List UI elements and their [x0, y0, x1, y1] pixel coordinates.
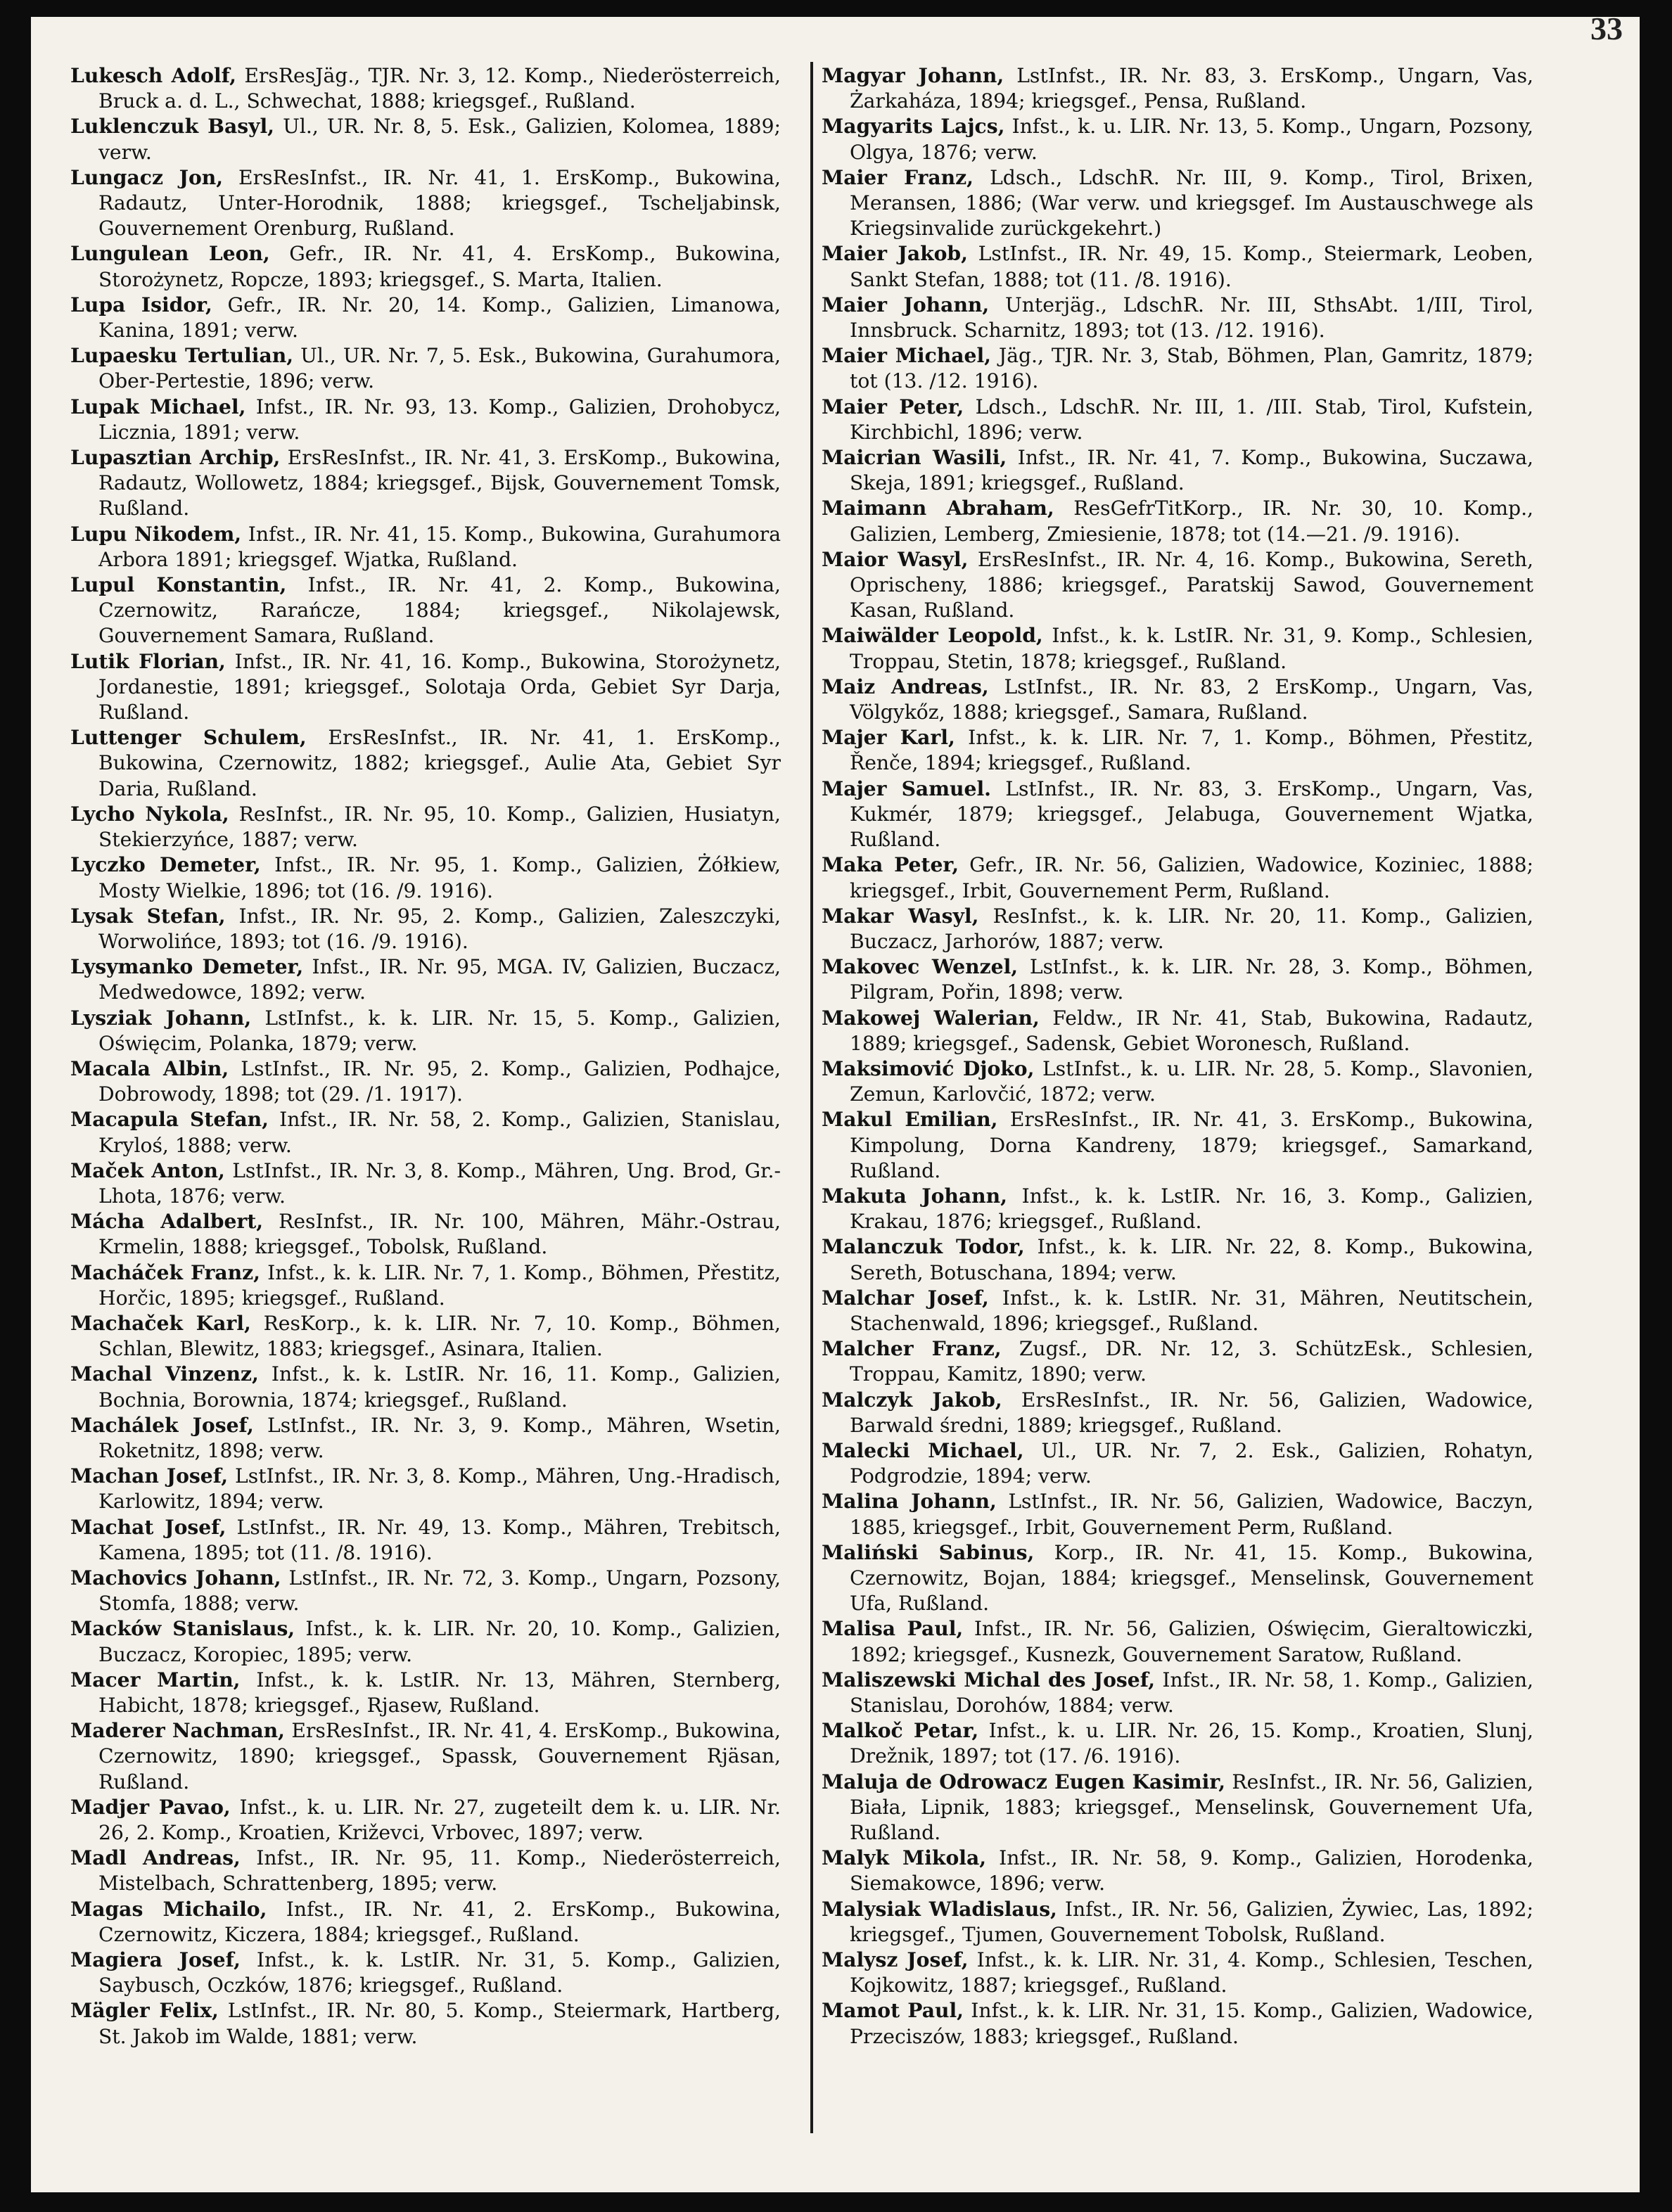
entry-name: Majer Samuel. — [822, 776, 991, 800]
entry-name: Maier Jakob, — [822, 242, 968, 266]
entry-name: Makowej Walerian, — [822, 1006, 1040, 1030]
entry-details: Infst., k. k. LIR. Nr. 7, 1. Komp., Böhmen, Přestitz, Řenče, 1894; kriegsgef., Rußland. — [850, 726, 1534, 775]
register-entry — [822, 1388, 1533, 1438]
register-entry — [70, 1948, 781, 1998]
entry-details: Infst., k. u. LIR. Nr. 27, zugeteilt dem k. u. LIR. Nr. 26, 2. Komp., Kroatien, Križevci, Vrbovec, 1897; verw. — [98, 1795, 781, 1845]
register-entry — [70, 63, 781, 114]
entry-details: Infst., IR. Nr. 58, 9. Komp., Galizien, Horodenka, Siemakowce, 1896; verw. — [850, 1846, 1533, 1895]
register-entry — [822, 1234, 1533, 1285]
entry-details: Unterjäg., LdschR. Nr. III, SthsAbt. 1/III, Tirol, Innsbruck. Scharnitz, 1893; tot (13. /12. 1916). — [850, 293, 1534, 343]
entry-name: Maior Wasyl, — [822, 547, 969, 571]
register-entry — [70, 1998, 781, 2049]
register-entry — [70, 1006, 781, 1056]
entry-name: Macala Albin, — [70, 1056, 229, 1080]
register-entry — [822, 1998, 1533, 2049]
entry-details: ErsResJäg., TJR. Nr. 3, 12. Komp., Niederösterreich, Bruck a. d. L., Schwechat, 1888; kriegsgef., Rußland. — [98, 64, 781, 113]
entry-details: LstInfst., IR. Nr. 83, 3. ErsKomp., Ungarn, Vas, Kukmér, 1879; kriegsgef., Jelabuga, Gouvernement Wjatka, Rußland. — [850, 776, 1533, 852]
entry-name: Maier Michael, — [822, 344, 991, 368]
entry-details: LstInfst., IR. Nr. 49, 13. Komp., Mähren, Trebitsch, Kamena, 1895; tot (11. /8. 1916). — [98, 1515, 781, 1564]
entry-details: Infst., k. k. LIR. Nr. 7, 1. Komp., Böhmen, Přestitz, Horčic, 1895; kriegsgef., Rußland. — [98, 1260, 781, 1310]
entry-details: Infst., IR. Nr. 93, 13. Komp., Galizien, Drohobycz, Licznia, 1891; verw. — [98, 395, 781, 444]
entry-name: Lysak Stefan, — [70, 904, 226, 928]
scan-border-bottom — [0, 2192, 1672, 2212]
entry-name: Lyczko Demeter, — [70, 853, 261, 877]
register-entry — [70, 1464, 781, 1514]
entry-details: Infst., IR. Nr. 95, 1. Komp., Galizien, Żółkiew, Mosty Wielkie, 1896; tot (16. /9. 1916). — [98, 853, 781, 902]
entry-details: Infst., IR. Nr. 56, Galizien, Żywiec, Las, 1892; kriegsgef., Tjumen, Gouvernement Tobolsk, Rußland. — [850, 1897, 1533, 1946]
register-entry — [822, 675, 1533, 725]
register-entry — [70, 1311, 781, 1362]
entry-details: Infst., k. k. LstIR. Nr. 13, Mähren, Sternberg, Habicht, 1878; kriegsgef., Rjasew, Rußland. — [98, 1668, 781, 1717]
entry-details: Infst., k. u. LIR. Nr. 26, 15. Komp., Kroatien, Slunj, Drežnik, 1897; tot (17. /6. 1916). — [850, 1719, 1533, 1768]
register-entry — [822, 1718, 1533, 1769]
entry-details: Infst., IR. Nr. 95, MGA. IV, Galizien, Buczacz, Medwedowce, 1892; verw. — [98, 955, 781, 1004]
register-entry — [70, 1362, 781, 1412]
entry-details: Infst., IR. Nr. 56, Galizien, Oświęcim, Gieraltowiczki, 1892; kriegsgef., Kusnezk, Gouvernement Saratow, Rußland. — [850, 1617, 1533, 1666]
entry-name: Lupak Michael, — [70, 395, 246, 418]
entry-details: ErsResInfst., IR. Nr. 41, 1. ErsKomp., Bukowina, Czernowitz, 1882; kriegsgef., Aulie Ata, Gebiet Syr Daria, Rußland. — [98, 726, 781, 800]
entry-name: Lysziak Johann, — [70, 1006, 252, 1030]
entry-name: Malcher Franz, — [822, 1337, 1002, 1361]
entry-details: ResInfst., IR. Nr. 95, 10. Komp., Galizien, Husiatyn, Stekierzyńce, 1887; verw. — [98, 802, 781, 852]
register-entry — [822, 445, 1533, 496]
register-entry — [822, 852, 1533, 903]
entry-details: LstInfst., IR. Nr. 80, 5. Komp., Steiermark, Hartberg, St. Jakob im Walde, 1881; verw. — [98, 1999, 781, 2048]
entry-details: LstInfst., k. k. LIR. Nr. 15, 5. Komp., Galizien, Oświęcim, Polanka, 1879; verw. — [98, 1006, 781, 1055]
register-entry — [70, 1413, 781, 1464]
entry-details: LstInfst., k. u. LIR. Nr. 28, 5. Komp., Slavonien, Zemun, Karlovčić, 1872; verw. — [850, 1056, 1533, 1106]
register-entry — [822, 1668, 1533, 1718]
entry-name: Luklenczuk Basyl, — [70, 115, 274, 139]
register-entry — [822, 395, 1533, 445]
entry-details: Ul., UR. Nr. 7, 2. Esk., Galizien, Rohatyn, Podgrodzie, 1894; verw. — [850, 1438, 1533, 1488]
entry-name: Luttenger Schulem, — [70, 726, 307, 750]
entry-name: Mácha Adalbert, — [70, 1210, 264, 1234]
register-entry — [822, 1286, 1533, 1336]
entry-name: Malysiak Wladislaus, — [822, 1897, 1057, 1921]
entry-name: Majer Karl, — [822, 726, 955, 750]
entry-name: Maluja de Odrowacz Eugen Kasimir, — [822, 1770, 1226, 1794]
entry-details: Zugsf., DR. Nr. 12, 3. SchützEsk., Schlesien, Troppau, Kamitz, 1890; verw. — [850, 1337, 1533, 1386]
entry-details: Infst., k. k. LIR. Nr. 31, 15. Komp., Galizien, Wadowice, Przeciszów, 1883; kriegsgef., Rußland. — [850, 1999, 1533, 2048]
entry-details: Infst., k. k. LIR. Nr. 20, 10. Komp., Galizien, Buczacz, Koropiec, 1895; verw. — [98, 1617, 781, 1666]
entry-name: Macer Martin, — [70, 1668, 241, 1692]
entry-details: ErsResInfst., IR. Nr. 56, Galizien, Wadowice, Barwald średni, 1889; kriegsgef., Rußland. — [850, 1388, 1533, 1437]
entry-name: Lysymanko Demeter, — [70, 955, 304, 979]
register-entry — [822, 343, 1533, 394]
entry-name: Malecki Michael, — [822, 1438, 1024, 1462]
entry-details: ResGefrTitKorp., IR. Nr. 30, 10. Komp., Galizien, Lemberg, Zmiesienie, 1878; tot (14.—21. /9. 1916). — [850, 497, 1533, 546]
entry-name: Lycho Nykola, — [70, 802, 229, 826]
entry-name: Maček Anton, — [70, 1158, 225, 1182]
register-entry — [70, 1056, 781, 1107]
register-entry — [822, 1184, 1533, 1234]
scan-border-top — [0, 0, 1672, 17]
entry-name: Lukesch Adolf, — [70, 64, 236, 87]
register-entry — [70, 1616, 781, 1667]
entry-details: Infst., IR. Nr. 58, 1. Komp., Galizien, Stanislau, Dorohów, 1884; verw. — [850, 1668, 1533, 1717]
register-entry — [822, 1770, 1533, 1846]
entry-details: Infst., k. k. LIR. Nr. 31, 4. Komp., Schlesien, Teschen, Kojkowitz, 1887; kriegsgef., Rußland. — [850, 1948, 1533, 1997]
entry-details: Infst., IR. Nr. 95, 2. Komp., Galizien, Zaleszczyki, Worwolińce, 1893; tot (16. /9. 1916). — [98, 904, 781, 953]
entry-name: Malina Johann, — [822, 1490, 997, 1514]
register-entry — [822, 1056, 1533, 1107]
entry-details: Korp., IR. Nr. 41, 15. Komp., Bukowina, Czernowitz, Bojan, 1884; kriegsgef., Menselinsk, Gouvernement Ufa, Rußland. — [850, 1540, 1533, 1616]
register-entry — [822, 1540, 1533, 1617]
entry-name: Magyar Johann, — [822, 64, 1004, 87]
register-entry — [70, 114, 781, 165]
entry-name: Maiz Andreas, — [822, 675, 989, 698]
register-entry — [822, 954, 1533, 1005]
register-entry — [70, 954, 781, 1005]
entry-name: Malczyk Jakob, — [822, 1388, 1002, 1412]
register-entry — [70, 649, 781, 726]
entry-name: Magiera Josef, — [70, 1948, 241, 1972]
register-entry — [822, 1846, 1533, 1896]
entry-name: Machovics Johann, — [70, 1566, 281, 1590]
entry-details: LstInfst., k. k. LIR. Nr. 28, 3. Komp., Böhmen, Pilgram, Pořin, 1898; verw. — [850, 955, 1533, 1004]
entry-name: Malkoč Petar, — [822, 1719, 979, 1743]
entry-details: LstInfst., IR. Nr. 3, 8. Komp., Mähren, Ung.-Hradisch, Karlowitz, 1894; verw. — [98, 1464, 781, 1514]
entry-name: Malisa Paul, — [822, 1617, 964, 1641]
page-number: 33 — [1590, 11, 1623, 46]
entry-details: Ul., UR. Nr. 8, 5. Esk., Galizien, Kolomea, 1889; verw. — [98, 115, 781, 164]
register-entry — [70, 522, 781, 573]
register-entry — [70, 852, 781, 903]
register-entry — [70, 1897, 781, 1948]
entry-details: LstInfst., IR. Nr. 72, 3. Komp., Ungarn, Pozsony, Stomfa, 1888; verw. — [98, 1566, 781, 1616]
register-entry — [70, 904, 781, 954]
entry-details: Infst., IR. Nr. 58, 2. Komp., Galizien, Stanislau, Kryloś, 1888; verw. — [98, 1108, 781, 1157]
entry-details: Infst., IR. Nr. 41, 16. Komp., Bukowina, Storożynetz, Jordanestie, 1891; kriegsgef., Solotaja Orda, Gebiet Syr Darja, Rußland. — [98, 649, 781, 724]
entry-details: Gefr., IR. Nr. 20, 14. Komp., Galizien, Limanowa, Kanina, 1891; verw. — [98, 293, 781, 343]
register-entry — [822, 1897, 1533, 1948]
register-entry — [70, 802, 781, 852]
entry-details: Infst., k. u. LIR. Nr. 13, 5. Komp., Ungarn, Pozsony, Olgya, 1876; verw. — [850, 115, 1533, 164]
register-entry — [822, 241, 1533, 292]
register-entry — [70, 293, 781, 343]
entry-details: Infst., IR. Nr. 41, 15. Komp., Bukowina, Gurahumora Arbora 1891; kriegsgef. Wjatka, Rußland. — [98, 522, 781, 571]
register-entry — [822, 1948, 1533, 1998]
register-entry — [70, 1515, 781, 1566]
entry-details: Infst., IR. Nr. 41, 7. Komp., Bukowina, Suczawa, Skeja, 1891; kriegsgef., Rußland. — [850, 446, 1534, 495]
entry-details: LstInfst., IR. Nr. 56, Galizien, Wadowice, Baczyn, 1885, kriegsgef., Irbit, Gouvernement Perm, Rußland. — [850, 1490, 1533, 1539]
register-entry — [70, 1158, 781, 1209]
entry-name: Machal Vinzenz, — [70, 1362, 259, 1386]
entry-name: Lungulean Leon, — [70, 242, 270, 266]
register-entry — [822, 63, 1533, 114]
entry-name: Lupu Nikodem, — [70, 522, 242, 546]
entry-details: LstInfst., IR. Nr. 3, 8. Komp., Mähren, Ung. Brod, Gr.-Lhota, 1876; verw. — [98, 1158, 781, 1208]
entry-name: Lupasztian Archip, — [70, 446, 281, 470]
register-entry — [822, 1438, 1533, 1489]
register-entry — [822, 165, 1533, 242]
right-column — [822, 63, 1533, 2050]
entry-details: Infst., IR. Nr. 41, 2. Komp., Bukowina, Czernowitz, Rarańcze, 1884; kriegsgef., Nikolajewsk, Gouvernement Samara, Rußland. — [98, 573, 781, 648]
entry-name: Macapula Stefan, — [70, 1108, 269, 1132]
entry-details: Jäg., TJR. Nr. 3, Stab, Böhmen, Plan, Gamritz, 1879; tot (13. /12. 1916). — [850, 344, 1533, 393]
register-entry — [70, 725, 781, 802]
entry-details: LstInfst., IR. Nr. 3, 9. Komp., Mähren, Wsetin, Roketnitz, 1898; verw. — [98, 1413, 781, 1462]
register-entry — [822, 293, 1533, 343]
entry-name: Maderer Nachman, — [70, 1719, 285, 1743]
entry-details: ErsResInfst., IR. Nr. 41, 4. ErsKomp., Bukowina, Czernowitz, 1890; kriegsgef., Spassk, Gouvernement Rjäsan, Rußland. — [98, 1719, 781, 1794]
register-entry — [822, 725, 1533, 776]
entry-details: LstInfst., IR. Nr. 83, 2 ErsKomp., Ungarn, Vas, Völgykőz, 1888; kriegsgef., Samara, Rußland. — [850, 675, 1533, 724]
register-entry — [822, 1336, 1533, 1387]
entry-details: ErsResInfst., IR. Nr. 41, 1. ErsKomp., Bukowina, Radautz, Unter-Horodnik, 1888; kriegsgef., Tscheljabinsk, Gouvernement Orenburg, Rußland. — [98, 165, 781, 241]
entry-name: Lupul Konstantin, — [70, 573, 287, 597]
register-entry — [70, 1795, 781, 1846]
entry-details: ResKorp., k. k. LIR. Nr. 7, 10. Komp., Böhmen, Schlan, Blewitz, 1883; kriegsgef., Asinara, Italien. — [98, 1311, 781, 1361]
entry-details: Ul., UR. Nr. 7, 5. Esk., Bukowina, Gurahumora, Ober-Pertestie, 1896; verw. — [98, 344, 781, 393]
entry-name: Mägler Felix, — [70, 1999, 219, 2023]
entry-name: Machan Josef, — [70, 1464, 229, 1488]
entry-name: Macháček Franz, — [70, 1260, 260, 1284]
entry-name: Machaček Karl, — [70, 1311, 251, 1335]
entry-name: Mamot Paul, — [822, 1999, 964, 2023]
entry-details: Gefr., IR. Nr. 41, 4. ErsKomp., Bukowina, Storożynetz, Ropcze, 1893; kriegsgef., S. Marta, Italien. — [98, 242, 781, 291]
entry-details: Infst., IR. Nr. 41, 2. ErsKomp., Bukowina, Czernowitz, Kiczera, 1884; kriegsgef., Rußland. — [98, 1897, 781, 1946]
entry-name: Maier Franz, — [822, 165, 974, 189]
register-entry — [70, 1668, 781, 1718]
register-entry — [822, 1616, 1533, 1667]
entry-name: Maier Johann, — [822, 293, 990, 317]
entry-name: Madl Andreas, — [70, 1846, 241, 1870]
register-entry — [70, 1566, 781, 1616]
entry-name: Makul Emilian, — [822, 1108, 998, 1132]
entry-name: Lupa Isidor, — [70, 293, 212, 317]
register-entry — [70, 395, 781, 445]
entry-name: Malanczuk Todor, — [822, 1235, 1025, 1259]
entry-details: Infst., k. k. LIR. Nr. 22, 8. Komp., Bukowina, Sereth, Botuschana, 1894; verw. — [850, 1235, 1533, 1284]
register-entry — [822, 1006, 1533, 1056]
entry-details: ErsResInfst., IR. Nr. 41, 3. ErsKomp., Bukowina, Kimpolung, Dorna Kandreny, 1879; kriegsgef., Samarkand, Rußland. — [850, 1108, 1533, 1182]
entry-name: Makar Wasyl, — [822, 904, 979, 928]
entry-name: Lupaesku Tertulian, — [70, 344, 294, 368]
entry-details: ResInfst., k. k. LIR. Nr. 20, 11. Komp., Galizien, Buczacz, Jarhorów, 1887; verw. — [850, 904, 1534, 953]
register-entry — [822, 1107, 1533, 1184]
entry-name: Machat Josef, — [70, 1515, 226, 1539]
register-entry — [822, 114, 1533, 165]
entry-name: Makuta Johann, — [822, 1184, 1007, 1208]
entry-name: Magyarits Lajcs, — [822, 115, 1005, 139]
entry-details: Infst., k. k. LstIR. Nr. 31, 5. Komp., Galizien, Saybusch, Oczków, 1876; kriegsgef., Rußland. — [98, 1948, 781, 1997]
entry-name: Maksimović Djoko, — [822, 1056, 1035, 1080]
register-entry — [822, 547, 1533, 624]
entry-details: Infst., k. k. LstIR. Nr. 16, 3. Komp., Galizien, Krakau, 1876; kriegsgef., Rußland. — [850, 1184, 1533, 1234]
entry-name: Madjer Pavao, — [70, 1795, 231, 1819]
entry-name: Machálek Josef, — [70, 1413, 254, 1437]
entry-details: ErsResInfst., IR. Nr. 41, 3. ErsKomp., Bukowina, Radautz, Wollowetz, 1884; kriegsgef., Bijsk, Gouvernement Tomsk, Rußland. — [98, 446, 781, 520]
register-entry — [822, 623, 1533, 674]
entry-name: Magas Michailo, — [70, 1897, 267, 1921]
entry-details: Gefr., IR. Nr. 56, Galizien, Wadowice, Koziniec, 1888; kriegsgef., Irbit, Gouvernement Perm, Rußland. — [850, 853, 1533, 902]
entry-name: Macków Stanislaus, — [70, 1617, 295, 1641]
column-divider — [810, 62, 813, 2133]
entry-name: Maliński Sabinus, — [822, 1540, 1035, 1564]
register-entry — [70, 445, 781, 522]
register-entry — [70, 1260, 781, 1311]
entry-name: Lungacz Jon, — [70, 165, 224, 189]
register-entry — [70, 241, 781, 292]
register-entry — [70, 1718, 781, 1795]
entry-details: Infst., IR. Nr. 95, 11. Komp., Niederösterreich, Mistelbach, Schrattenberg, 1895; verw. — [98, 1846, 781, 1895]
scan-border-right — [1640, 0, 1672, 2212]
entry-details: ErsResInfst., IR. Nr. 4, 16. Komp., Bukowina, Sereth, Oprischeny, 1886; kriegsgef., Paratskij Sawod, Gouvernement Kasan, Rußland. — [850, 547, 1533, 622]
entry-details: LstInfst., IR. Nr. 49, 15. Komp., Steiermark, Leoben, Sankt Stefan, 1888; tot (11. /8. 1916). — [850, 242, 1533, 291]
entry-details: Infst., k. k. LstIR. Nr. 16, 11. Komp., Galizien, Bochnia, Borownia, 1874; kriegsgef., Rußland. — [98, 1362, 781, 1412]
entry-name: Maiwälder Leopold, — [822, 624, 1043, 648]
entry-name: Maimann Abraham, — [822, 497, 1054, 520]
entry-name: Malyk Mikola, — [822, 1846, 987, 1870]
entry-name: Malchar Josef, — [822, 1286, 989, 1310]
register-entry — [70, 165, 781, 242]
entry-name: Makovec Wenzel, — [822, 955, 1019, 979]
entry-details: Ldsch., LdschR. Nr. III, 9. Komp., Tirol, Brixen, Meransen, 1886; (War verw. und kriegsgef. Im Austauschwege als Kriegsinvalide zurückgekehrt.) — [850, 165, 1534, 241]
entry-name: Maier Peter, — [822, 395, 964, 418]
scan-border-left — [0, 0, 31, 2212]
entry-name: Maliszewski Michal des Josef, — [822, 1668, 1156, 1692]
entry-details: Infst., k. k. LstIR. Nr. 31, 9. Komp., Schlesien, Troppau, Stetin, 1878; kriegsgef., Rußland. — [850, 624, 1533, 673]
register-entry — [70, 343, 781, 394]
register-entry — [70, 573, 781, 649]
register-entry — [822, 496, 1533, 546]
register-entry — [70, 1107, 781, 1158]
register-entry — [70, 1209, 781, 1260]
entry-name: Maka Peter, — [822, 853, 959, 877]
register-entry — [822, 904, 1533, 954]
entry-name: Malysz Josef, — [822, 1948, 969, 1972]
entry-details: ResInfst., IR. Nr. 56, Galizien, Biała, Lipnik, 1883; kriegsgef., Menselinsk, Gouvernement Ufa, Rußland. — [850, 1770, 1533, 1845]
entry-details: LstInfst., IR. Nr. 83, 3. ErsKomp., Ungarn, Vas, Żarkaháza, 1894; kriegsgef., Pensa, Rußland. — [850, 64, 1533, 113]
entry-name: Lutik Florian, — [70, 649, 226, 673]
entry-details: LstInfst., IR. Nr. 95, 2. Komp., Galizien, Podhajce, Dobrowody, 1898; tot (29. /1. 1917). — [98, 1056, 781, 1106]
register-entry — [70, 1846, 781, 1896]
entry-details: Ldsch., LdschR. Nr. III, 1. /III. Stab, Tirol, Kufstein, Kirchbichl, 1896; verw. — [850, 395, 1533, 444]
entry-details: Feldw., IR Nr. 41, Stab, Bukowina, Radautz, 1889; kriegsgef., Sadensk, Gebiet Woronesch, Rußland. — [850, 1006, 1533, 1055]
entry-details: Infst., k. k. LstIR. Nr. 31, Mähren, Neutitschein, Stachenwald, 1896; kriegsgef., Rußland. — [850, 1286, 1533, 1335]
entry-name: Maicrian Wasili, — [822, 446, 1007, 470]
left-column — [70, 63, 781, 2050]
register-entry — [822, 776, 1533, 853]
entry-details: ResInfst., IR. Nr. 100, Mähren, Mähr.-Ostrau, Krmelin, 1888; kriegsgef., Tobolsk, Rußland. — [98, 1210, 781, 1259]
register-entry — [822, 1489, 1533, 1540]
